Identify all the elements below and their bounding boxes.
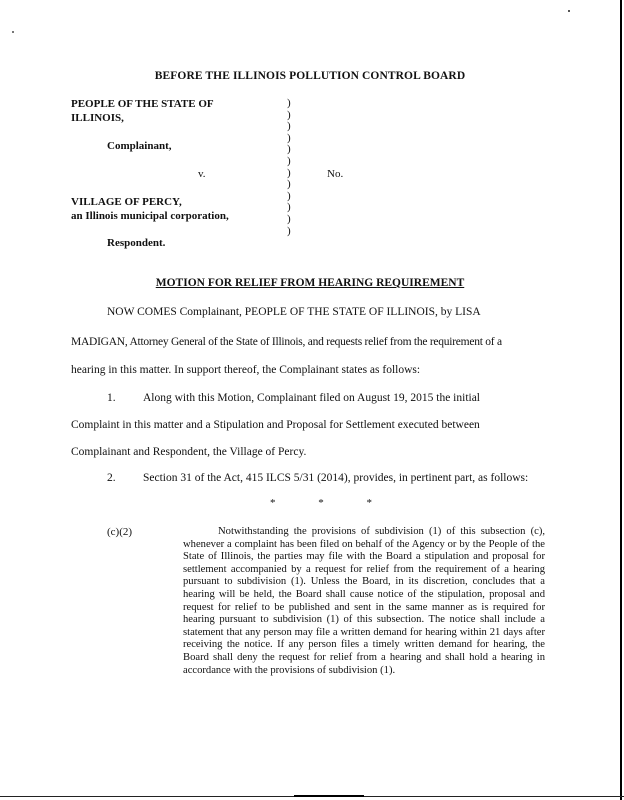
paragraph-2-text: Section 31 of the Act, 415 ILCS 5/31 (2014), provides, in pertinent part, as follows: (143, 472, 529, 484)
board-title: BEFORE THE ILLINOIS POLLUTION CONTROL BOARD (154, 70, 466, 82)
scan-border-right (620, 0, 622, 800)
statute-quotation: Notwithstanding the provisions of subdivision (1) of this subsection (c), whenever a complaint has been filed on behalf of the Agency or by the People of the State of Illinois, the parties may file with the Board a stipulation and proposal for settlement accompanied by a request for relief from the requirement of a hearing pursuant to subdivision (1). Unless the Board, in its discretion, concludes that a hearing will be held, the Board shall cause notice of the stipulation, proposal and request for relief to be published and sent in the same manner as is required for hearing pursuant to subdivision (1) of this subsection. The notice shall include a statement that any person may file a written demand for hearing within 21 days after receiving the notice. If any person files a timely written demand for hearing, the Board shall deny the request for relief from a hearing and shall hold a hearing in accordance with the provisions of subdivision (1). (183, 526, 545, 676)
intro-line-3: hearing in this matter. In support thereof, the Complainant states as follows: (71, 364, 421, 376)
complainant-role: Complainant, (107, 140, 172, 152)
scan-speck (568, 10, 570, 12)
paragraph-1-line-2: Complaint in this matter and a Stipulation and Proposal for Settlement executed between (71, 419, 480, 431)
respondent-role: Respondent. (107, 237, 166, 249)
caption-parentheses: ) ) ) ) ) ) ) ) ) ) ) ) (287, 97, 291, 237)
intro-line-2: MADIGAN, Attorney General of the State of Illinois, and requests relief from the requirement of a (71, 336, 502, 348)
respondent-name: VILLAGE OF PERCY, (71, 196, 182, 208)
paragraph-2-number: 2. (107, 472, 116, 484)
complainant-name-line1: PEOPLE OF THE STATE OF (71, 98, 214, 110)
versus-label: v. (198, 168, 206, 180)
respondent-description: an Illinois municipal corporation, (71, 210, 229, 222)
ellipsis-stars: * * * (270, 497, 392, 509)
case-number-label: No. (327, 168, 344, 180)
paragraph-1-line-3: Complainant and Respondent, the Village of Percy. (71, 446, 307, 458)
paragraph-1-number: 1. (107, 392, 116, 404)
scan-speck (12, 31, 14, 33)
motion-heading: MOTION FOR RELIEF FROM HEARING REQUIREMENT (155, 277, 465, 289)
scan-footer-mark (294, 795, 364, 797)
paragraph-1-line-1: Along with this Motion, Complainant filed on August 19, 2015 the initial (143, 392, 481, 404)
complainant-name-line2: ILLINOIS, (71, 112, 124, 124)
statute-subsection-label: (c)(2) (107, 526, 133, 538)
intro-line-1: NOW COMES Complainant, PEOPLE OF THE STATE OF ILLINOIS, by LISA (107, 306, 481, 318)
